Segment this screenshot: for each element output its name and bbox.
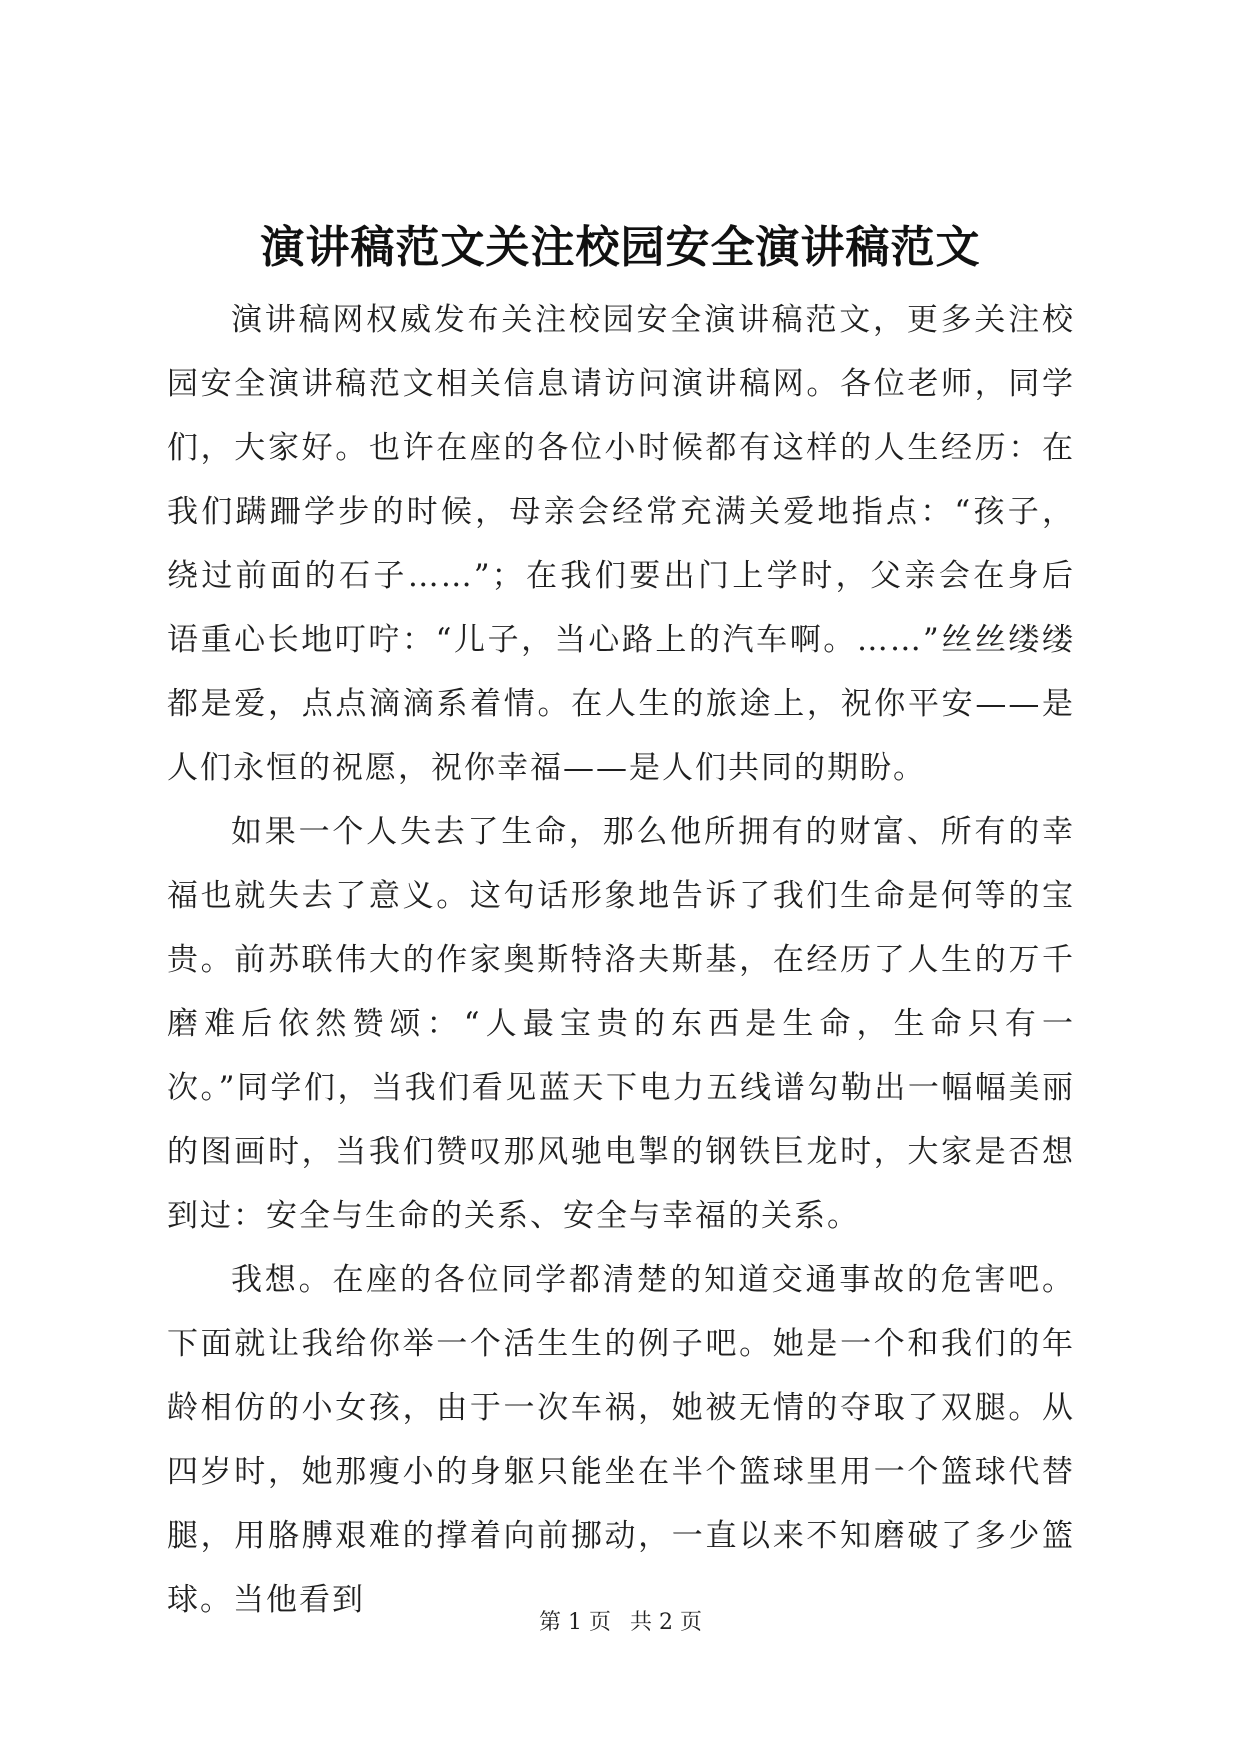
paragraph-3: 我想。在座的各位同学都清楚的知道交通事故的危害吧。下面就让我给你举一个活生生的例子吧。她是一个和我们的年龄相仿的小女孩，由于一次车祸，她被无情的夺取了双腿。从四岁时，她那瘦小的身躯只能坐在半个篮球里用一个篮球代替腿，用胳膊艰难的撑着向前挪动，一直以来不知磨破了多少篮球。当他看到	[167, 1262, 1075, 1618]
page-footer	[0, 1608, 1241, 1638]
page-number: 第 1 页	[539, 1610, 611, 1635]
document-body	[167, 288, 1075, 1632]
document-title: 演讲稿范文关注校园安全演讲稿范文	[260, 222, 981, 273]
paragraph-2: 如果一个人失去了生命，那么他所拥有的财富、所有的幸福也就失去了意义。这句话形象地告诉了我们生命是何等的宝贵。前苏联伟大的作家奥斯特洛夫斯基，在经历了人生的万千磨难后依然赞颂：“人最宝贵的东西是生命，生命只有一次。”同学们，当我们看见蓝天下电力五线谱勾勒出一幅幅美丽的图画时，当我们赞叹那风驰电掣的钢铁巨龙时，大家是否想到过：安全与生命的关系、安全与幸福的关系。	[167, 814, 1075, 1234]
page-total: 共 2 页	[630, 1610, 702, 1635]
paragraph-1: 演讲稿网权威发布关注校园安全演讲稿范文，更多关注校园安全演讲稿范文相关信息请访问演讲稿网。各位老师，同学们，大家好。也许在座的各位小时候都有这样的人生经历：在我们蹒跚学步的时候，母亲会经常充满关爱地指点：“孩子，绕过前面的石子……”；在我们要出门上学时，父亲会在身后语重心长地叮咛：“儿子，当心路上的汽车啊。……”丝丝缕缕都是爱，点点滴滴系着情。在人生的旅途上，祝你平安——是人们永恒的祝愿，祝你幸福——是人们共同的期盼。	[167, 302, 1075, 786]
